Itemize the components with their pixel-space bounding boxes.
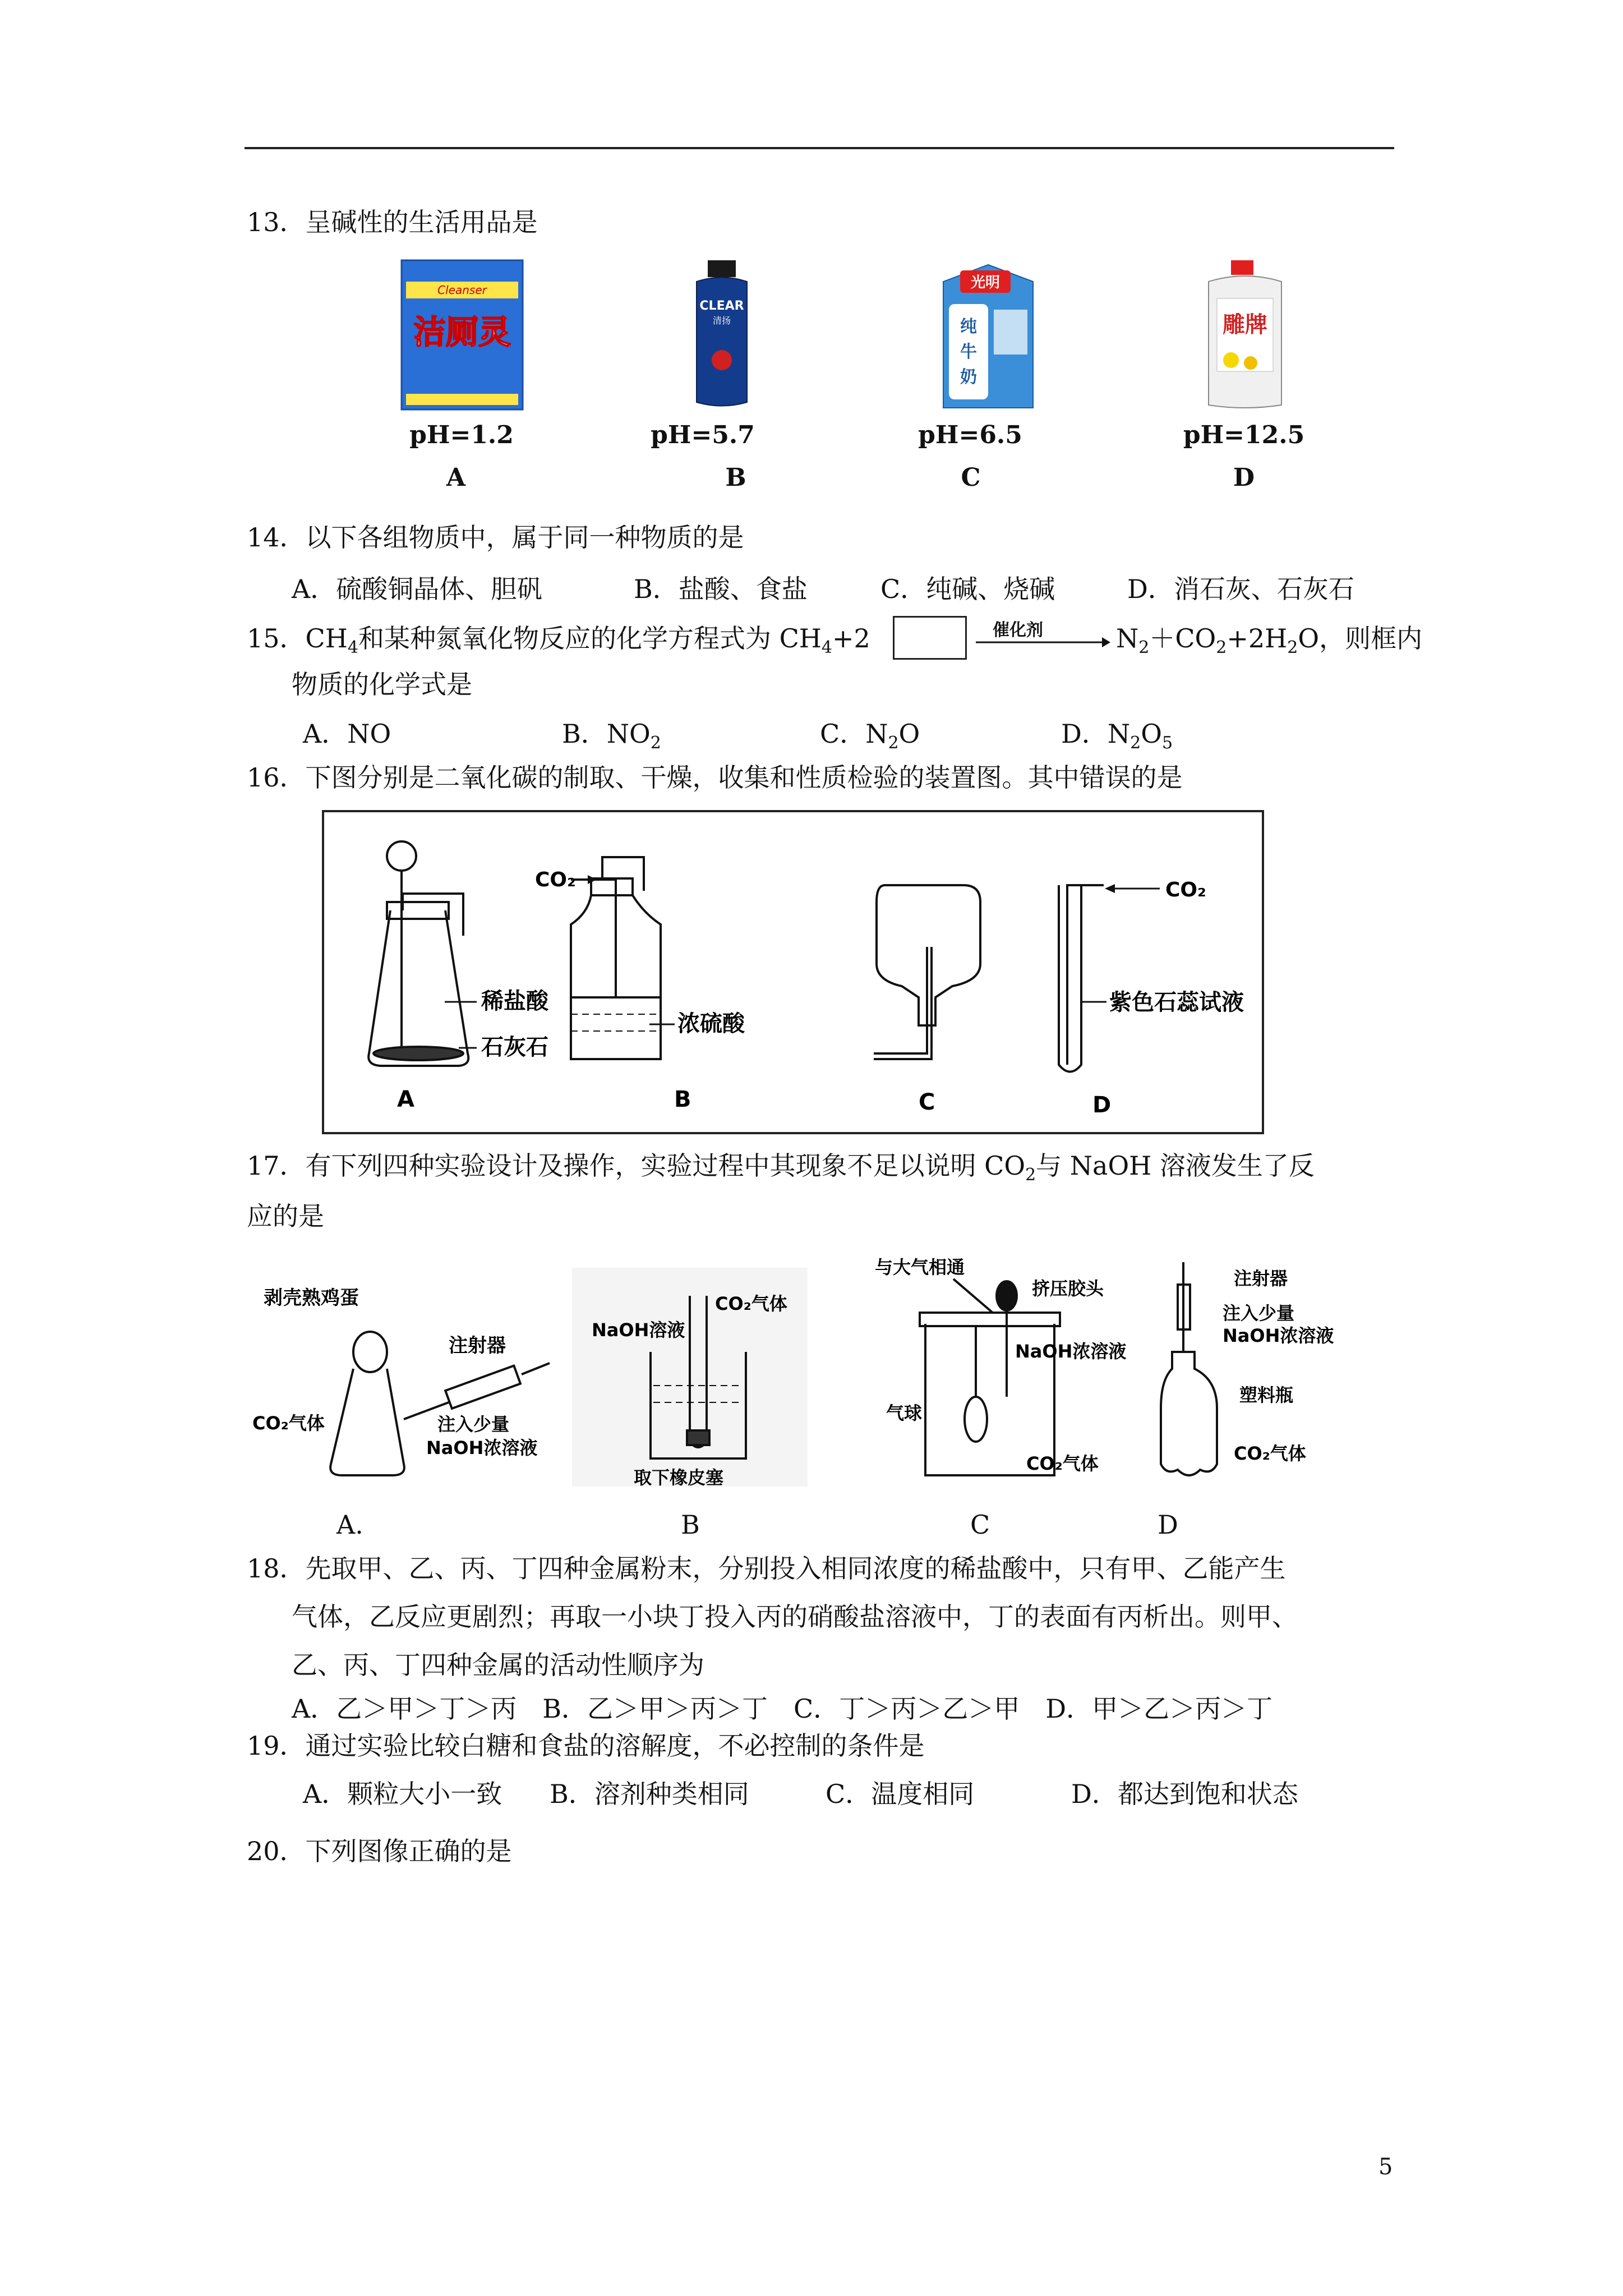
ph-d: pH=12.5: [1183, 421, 1305, 449]
q15-option-a: A．NO: [303, 719, 391, 749]
q15-catalyst: 催化剂: [993, 620, 1043, 640]
q19-option-d: D．都达到饱和状态: [1071, 1779, 1298, 1809]
q18-options: A．乙＞甲＞丁＞丙 B．乙＞甲＞丙＞丁 C．丁＞丙＞乙＞甲 D．甲＞乙＞丙＞丁: [292, 1694, 1273, 1724]
letter-c: C: [919, 1089, 935, 1115]
q17-letter-b: B: [681, 1510, 700, 1540]
label-air: 与大气相通: [875, 1257, 965, 1278]
q19-option-a: A．颗粒大小一致: [303, 1779, 502, 1809]
q20-stem: 20．下列图像正确的是: [247, 1836, 512, 1866]
q14-option-b: B．盐酸、食盐: [634, 574, 808, 604]
q15-blank-box: [893, 616, 967, 660]
label-b: B: [725, 463, 746, 492]
ph-b: pH=5.7: [651, 421, 755, 449]
svg-text:洁厕灵: 洁厕灵: [413, 313, 511, 351]
svg-text:清扬: 清扬: [712, 315, 731, 326]
letter-a: A: [397, 1087, 414, 1112]
label-a: A: [446, 463, 466, 492]
q15-option-c: C．$N_2O$: [820, 719, 920, 753]
q14-option-d: D．消石灰、石灰石: [1127, 574, 1354, 604]
q16-apparatus-svg: [324, 812, 1262, 1132]
svg-text:Cleanser: Cleanser: [437, 283, 487, 297]
label-egg: 剥壳熟鸡蛋: [264, 1287, 359, 1309]
svg-text:牛: 牛: [960, 342, 977, 362]
label-stopper: 取下橡皮塞: [634, 1467, 724, 1488]
label-naoh-d: NaOH浓溶液: [1223, 1325, 1334, 1346]
label-balloon: 气球: [886, 1402, 923, 1424]
label-naoh-a: NaOH浓溶液: [426, 1437, 538, 1458]
q17-apparatus-d: [1161, 1262, 1217, 1475]
label-co2-c: CO₂气体: [1026, 1453, 1099, 1474]
label-squeeze: 挤压胶头: [1032, 1278, 1104, 1299]
label-conc-sulfuric: 浓硫酸: [677, 1011, 745, 1037]
label-co2-a: CO₂气体: [252, 1412, 325, 1434]
svg-text:CLEAR: CLEAR: [699, 299, 744, 313]
page-number: 5: [1378, 2154, 1393, 2180]
q17-figure: [247, 1251, 1402, 1509]
q17-line1: 17．有下列四种实验设计及操作，实验过程中其现象不足以说明 $CO_2$与 NaOH 溶液发生了反: [247, 1151, 1315, 1185]
q18-line2: 气体，乙反应更剧烈；再取一小块丁投入丙的硝酸盐溶液中，丁的表面有丙析出。则甲、: [292, 1602, 1298, 1632]
label-d: D: [1233, 463, 1255, 492]
label-litmus: 紫色石蕊试液: [1109, 990, 1244, 1015]
q14-option-c: C．纯碱、烧碱: [880, 574, 1055, 604]
product-c-image: [938, 259, 1039, 413]
q15-products: $N_2+CO_2+2H_2O$，则框内: [1116, 623, 1423, 657]
q13-stem: 13．呈碱性的生活用品是: [247, 207, 538, 237]
q14-option-a: A．硫酸铜晶体、胆矾: [292, 574, 543, 604]
q18-line3: 乙、丙、丁四种金属的活动性顺序为: [292, 1650, 704, 1680]
label-naoh-b: NaOH溶液: [592, 1319, 685, 1341]
q15-option-d: D．$N_2O_5$: [1061, 719, 1173, 753]
label-syringe-a: 注射器: [449, 1335, 506, 1357]
q15-arrow: [976, 634, 1110, 651]
apparatus-b: [571, 857, 661, 1059]
label-limestone: 石灰石: [481, 1034, 548, 1060]
label-co2-b: CO₂: [535, 868, 576, 891]
apparatus-c: [874, 885, 980, 1059]
q19-option-c: C．温度相同: [826, 1779, 975, 1809]
apparatus-a: [368, 841, 468, 1066]
q16-figure-box: [322, 810, 1264, 1134]
label-c: C: [961, 463, 981, 492]
q19-option-b: B．溶剂种类相同: [550, 1779, 749, 1809]
q19-stem: 19．通过实验比较白糖和食盐的溶解度，不必控制的条件是: [247, 1731, 925, 1761]
ph-c: pH=6.5: [918, 421, 1022, 449]
apparatus-d: [1059, 885, 1104, 1072]
q17-letter-d: D: [1158, 1510, 1178, 1540]
label-naoh-c: NaOH浓溶液: [1015, 1341, 1127, 1362]
label-inject-a: 注入少量: [437, 1414, 510, 1435]
q17-letter-a: A.: [336, 1510, 363, 1540]
q14-stem: 14．以下各组物质中，属于同一种物质的是: [247, 522, 744, 553]
product-a-image: [400, 259, 524, 413]
header-rule: [245, 147, 1394, 149]
q17-line2: 应的是: [247, 1201, 324, 1231]
q15-line1: 15．$CH_4$和某种氮氧化物反应的化学方程式为 $CH_4+2$: [247, 623, 870, 657]
label-co2-b: CO₂气体: [715, 1293, 787, 1314]
svg-text:雕牌: 雕牌: [1223, 312, 1267, 338]
product-b-image: [691, 259, 753, 413]
q15-line2: 物质的化学式是: [292, 669, 472, 700]
q15-option-b: B．$NO_2$: [562, 719, 661, 753]
label-inject-d: 注入少量: [1223, 1303, 1295, 1324]
product-d-image: [1200, 259, 1290, 413]
q17-apparatus-c: [920, 1279, 1060, 1475]
q17-letter-c: C: [970, 1510, 990, 1540]
ph-a: pH=1.2: [409, 421, 514, 449]
label-bottle: 塑料瓶: [1239, 1384, 1294, 1406]
svg-text:奶: 奶: [960, 367, 977, 387]
letter-d: D: [1092, 1092, 1112, 1118]
label-co2-d: CO₂: [1165, 878, 1206, 901]
letter-b: B: [674, 1087, 691, 1112]
svg-text:光明: 光明: [970, 274, 1000, 291]
label-acid: 稀盐酸: [481, 988, 548, 1014]
q18-line1: 18．先取甲、乙、丙、丁四种金属粉末，分别投入相同浓度的稀盐酸中，只有甲、乙能产生: [247, 1553, 1286, 1584]
svg-text:纯: 纯: [960, 317, 977, 337]
label-syringe-d: 注射器: [1234, 1268, 1288, 1289]
q16-stem: 16．下图分别是二氧化碳的制取、干燥，收集和性质检验的装置图。其中错误的是: [247, 762, 1183, 793]
label-co2-d2: CO₂气体: [1234, 1443, 1306, 1464]
